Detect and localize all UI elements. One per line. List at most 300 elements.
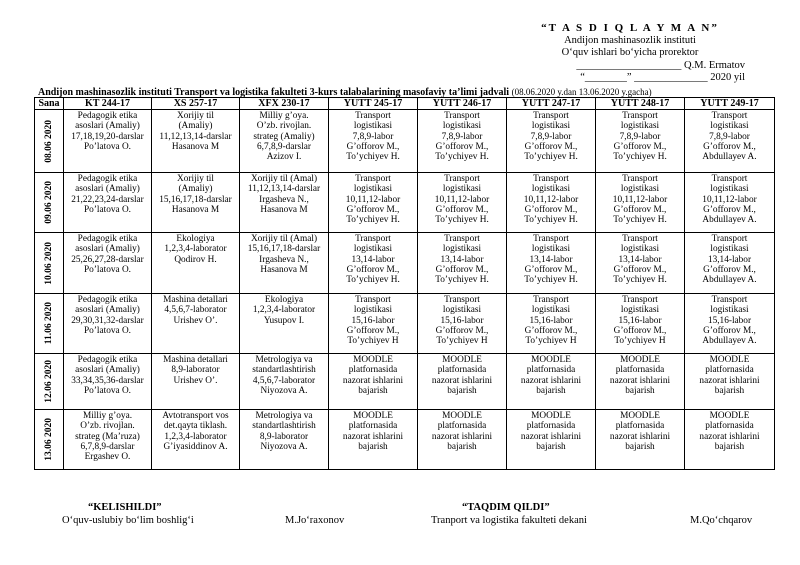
- schedule-cell: [418, 173, 507, 233]
- cell-line: logistikasi: [620, 121, 660, 132]
- cell-line: Urishev O’.: [173, 375, 218, 386]
- schedule-cell: [152, 410, 240, 470]
- cell-line: nazorat ishlarini: [699, 431, 760, 442]
- schedule-cell: [685, 410, 775, 470]
- cell-line: 21,22,23,24-darslar: [71, 194, 144, 205]
- column-header-group: YUTT 246-17: [418, 98, 507, 110]
- cell-line: G’iyasiddinov A.: [163, 441, 228, 452]
- cell-line: Ekologiya: [176, 234, 215, 244]
- cell-line: G’offorov M.,: [703, 325, 756, 336]
- cell-line: strateg (Ma’ruza): [75, 431, 140, 442]
- schedule-cell: [596, 110, 685, 173]
- date-label: 10.06 2020: [44, 241, 54, 285]
- schedule-cell: [152, 233, 240, 294]
- cell-line: logistikasi: [353, 184, 393, 195]
- cell-line: platfornasida: [437, 421, 487, 432]
- presented-heading: “TAQDIM QILDI”: [462, 502, 550, 513]
- cell-line: nazorat ishlarini: [609, 375, 671, 386]
- cell-line: O’zb. rivojlan.: [80, 421, 135, 432]
- cell-line: Urishev O’.: [173, 315, 218, 326]
- cell-line: Mashina detallari: [163, 355, 228, 365]
- cell-line: MOODLE: [620, 355, 660, 365]
- cell-line: bajarish: [358, 441, 388, 452]
- schedule-cell: [418, 410, 507, 470]
- cell-line: Milliy g’oya.: [259, 111, 309, 121]
- schedule-cell: [152, 173, 240, 233]
- cell-line: logistikasi: [442, 305, 482, 316]
- cell-line: Transport: [711, 295, 748, 305]
- schedule-cell: [685, 233, 775, 294]
- schedule-cell: [596, 354, 685, 410]
- table-row: [35, 354, 775, 410]
- date-cell: [35, 294, 64, 354]
- cell-line: G’offorov M.,: [346, 264, 400, 275]
- cell-line: Niyozova A.: [260, 385, 308, 396]
- cell-line: logistikasi: [442, 121, 482, 132]
- cell-line: To’ychiyev H: [347, 336, 399, 347]
- schedule-cell: [685, 173, 775, 233]
- schedule-cell: [152, 354, 240, 410]
- cell-line: Transport: [711, 234, 748, 244]
- schedule-table: [34, 97, 775, 470]
- schedule-cell: [329, 173, 418, 233]
- cell-line: 13,14-labor: [529, 254, 573, 265]
- cell-line: Pedagogik etika: [77, 234, 138, 244]
- cell-line: Metrologiya va: [255, 355, 313, 365]
- cell-line: 8,9-laborator: [259, 431, 309, 442]
- cell-line: 7,8,9-labor: [352, 131, 394, 142]
- cell-line: Transport: [533, 234, 569, 244]
- cell-line: 15,16-labor: [529, 315, 573, 326]
- cell-line: standartlashtirish: [252, 365, 316, 376]
- cell-line: Pedagogik etika: [77, 355, 138, 365]
- cell-line: Transport: [622, 234, 658, 244]
- schedule-cell: [596, 233, 685, 294]
- schedule-cell: [596, 294, 685, 354]
- column-header-group: YUTT 249-17: [685, 98, 775, 110]
- cell-line: 15,16-labor: [618, 315, 662, 326]
- approval-date: “________” ______________ 2020 yil: [580, 72, 745, 83]
- cell-line: G’offorov M.,: [346, 141, 400, 152]
- cell-line: Xorijiy til: [177, 111, 214, 121]
- cell-line: To’ychiyev H.: [613, 152, 667, 163]
- cell-line: 13,14-labor: [618, 254, 662, 265]
- cell-line: platfornasida: [615, 421, 665, 432]
- cell-line: Pedagogik etika: [77, 111, 138, 121]
- cell-line: asoslari (Amaliy): [75, 184, 140, 195]
- cell-line: strateg (Amaliy): [253, 131, 315, 142]
- schedule-cell: [685, 294, 775, 354]
- cell-line: Qodirov H.: [174, 254, 217, 265]
- cell-line: nazorat ishlarini: [342, 431, 404, 442]
- cell-line: 10,11,12-labor: [345, 194, 401, 205]
- cell-line: 1,2,3,4-laborator: [252, 305, 316, 316]
- cell-line: 4,5,6,7-laborator: [164, 305, 227, 316]
- cell-line: asoslari (Amaliy): [75, 244, 140, 255]
- cell-line: G’offorov M.,: [613, 141, 667, 152]
- cell-line: Abdullayev A.: [702, 215, 757, 226]
- cell-line: Abdullayev A.: [702, 275, 757, 286]
- cell-line: 7,8,9-labor: [619, 131, 661, 142]
- column-header-group: YUTT 247-17: [507, 98, 596, 110]
- cell-line: Pedagogik etika: [77, 174, 138, 184]
- approval-position: O‘quv ishlari bo‘yicha prorektor: [561, 47, 699, 58]
- cell-line: G’offorov M.,: [524, 264, 578, 275]
- cell-line: logistikasi: [442, 244, 482, 255]
- presented-name: M.Qo‘chqarov: [690, 515, 753, 526]
- schedule-cell: [418, 354, 507, 410]
- cell-line: G’offorov M.,: [524, 204, 578, 215]
- table-row: [35, 233, 775, 294]
- cell-line: Xorijiy til (Amal): [250, 174, 318, 184]
- column-header-group: XS 257-17: [152, 98, 240, 110]
- cell-line: Transport: [444, 295, 480, 305]
- date-cell: [35, 110, 64, 173]
- cell-line: To’ychiyev H.: [346, 152, 400, 163]
- cell-line: Avtotransport vos: [162, 411, 229, 421]
- cell-line: nazorat ishlarini: [431, 375, 493, 386]
- cell-line: G’offorov M.,: [435, 325, 489, 336]
- cell-line: 7,8,9-labor: [441, 131, 483, 142]
- cell-line: 1,2,3,4-laborator: [164, 431, 227, 442]
- cell-line: logistikasi: [353, 121, 393, 132]
- cell-line: 7,8,9-labor: [530, 131, 572, 142]
- cell-line: asoslari (Amaliy): [75, 305, 140, 316]
- cell-line: 4,5,6,7-laborator: [252, 375, 316, 386]
- cell-line: Xorijiy til (Amal): [250, 234, 318, 244]
- cell-line: Hasanova M: [171, 204, 220, 215]
- cell-line: Milliy g’oya.: [82, 411, 133, 421]
- cell-line: logistikasi: [442, 184, 482, 195]
- cell-line: platfornasida: [348, 365, 398, 376]
- cell-line: MOODLE: [531, 411, 571, 421]
- cell-line: Transport: [533, 111, 569, 121]
- cell-line: To’ychiyev H.: [524, 215, 578, 226]
- date-label: 13.06 2020: [44, 418, 54, 461]
- cell-line: Irgasheva N.,: [259, 194, 309, 205]
- cell-line: 8,9-laborator: [171, 365, 220, 376]
- cell-line: 25,26,27,28-darslar: [71, 254, 144, 265]
- cell-line: bajarish: [714, 385, 745, 396]
- cell-line: 13,14-labor: [707, 254, 752, 265]
- cell-line: logistikasi: [620, 184, 660, 195]
- agreed-heading: “KELISHILDI”: [88, 502, 162, 513]
- cell-line: Transport: [622, 111, 658, 121]
- date-cell: [35, 410, 64, 470]
- schedule-cell: [329, 294, 418, 354]
- cell-line: 13,14-labor: [440, 254, 484, 265]
- cell-line: Metrologiya va: [255, 411, 313, 421]
- cell-line: Yusupov I.: [263, 315, 305, 326]
- column-header-date: Sana: [35, 98, 64, 110]
- cell-line: To’ychiyev H: [614, 336, 666, 347]
- cell-line: G’offorov M.,: [703, 204, 756, 215]
- schedule-cell: [329, 233, 418, 294]
- cell-line: logistikasi: [531, 305, 571, 316]
- cell-line: platfornasida: [437, 365, 487, 376]
- cell-line: logistikasi: [531, 184, 571, 195]
- cell-line: Transport: [622, 295, 658, 305]
- cell-line: 10,11,12-labor: [523, 194, 579, 205]
- date-cell: [35, 233, 64, 294]
- cell-line: Mashina detallari: [163, 295, 228, 305]
- cell-line: Pedagogik etika: [77, 295, 138, 305]
- approval-institute: Andijon mashinasozlik instituti: [564, 34, 696, 46]
- cell-line: Po’latova O.: [84, 325, 131, 336]
- schedule-cell: [240, 233, 329, 294]
- cell-line: logistikasi: [710, 184, 749, 195]
- cell-line: (Amaliy): [178, 121, 213, 132]
- table-row: [35, 110, 775, 173]
- cell-line: bajarish: [625, 385, 655, 396]
- cell-line: To’ychiyev H.: [435, 275, 489, 286]
- schedule-cell: [240, 110, 329, 173]
- schedule-cell: [596, 173, 685, 233]
- cell-line: 15,16-labor: [351, 315, 395, 326]
- schedule-cell: [240, 173, 329, 233]
- cell-line: 6,7,8,9-darslar: [80, 441, 135, 452]
- cell-line: Ekologiya: [264, 295, 304, 305]
- date-label: 09.06 2020: [44, 181, 54, 224]
- cell-line: Transport: [355, 295, 391, 305]
- cell-line: Hasanova M: [260, 264, 308, 275]
- cell-line: G’offorov M.,: [435, 204, 489, 215]
- cell-line: logistikasi: [620, 305, 660, 316]
- schedule-title-dates: (08.06.2020 y.dan 13.06.2020 y.gacha): [511, 87, 652, 97]
- cell-line: To’ychiyev H.: [524, 275, 578, 286]
- cell-line: 29,30,31,32-darslar: [71, 315, 144, 326]
- cell-line: Hasanova M: [171, 141, 220, 152]
- schedule-cell: [329, 410, 418, 470]
- cell-line: G’offorov M.,: [524, 141, 578, 152]
- cell-line: MOODLE: [620, 411, 660, 421]
- schedule-cell: [685, 110, 775, 173]
- schedule-cell: [64, 173, 152, 233]
- cell-line: logistikasi: [710, 244, 749, 255]
- table-row: [35, 173, 775, 233]
- cell-line: Niyozova A.: [260, 441, 308, 452]
- schedule-cell: [329, 354, 418, 410]
- approval-heading: “T A S D I Q L A Y M A N”: [541, 22, 719, 34]
- cell-line: logistikasi: [710, 305, 749, 316]
- table-row: [35, 294, 775, 354]
- schedule-cell: [507, 233, 596, 294]
- presented-role: Tranport va logistika fakulteti dekani: [431, 515, 587, 526]
- schedule-title-main: Andijon mashinasozlik instituti Transport va logistika fakulteti 3-kurs talabalarining masofaviy ta’limi jadvali: [38, 87, 510, 98]
- cell-line: logistikasi: [620, 244, 660, 255]
- cell-line: Abdullayev A.: [702, 152, 757, 163]
- cell-line: Transport: [355, 174, 391, 184]
- date-label: 08.06 2020: [44, 119, 54, 163]
- schedule-cell: [418, 233, 507, 294]
- cell-line: 6,7,8,9-darslar: [257, 141, 311, 152]
- cell-line: bajarish: [714, 441, 745, 452]
- cell-line: MOODLE: [531, 355, 571, 365]
- cell-line: 13,14-labor: [351, 254, 395, 265]
- cell-line: To’ychiyev H.: [346, 275, 400, 286]
- cell-line: nazorat ishlarini: [520, 375, 582, 386]
- cell-line: Po’latova O.: [84, 204, 131, 215]
- cell-line: G’offorov M.,: [346, 325, 400, 336]
- cell-line: nazorat ishlarini: [431, 431, 493, 442]
- schedule-cell: [64, 294, 152, 354]
- cell-line: MOODLE: [353, 355, 393, 365]
- cell-line: bajarish: [447, 441, 477, 452]
- cell-line: Ergashev O.: [84, 452, 131, 463]
- agreed-name: M.Jo‘raxonov: [285, 515, 345, 526]
- table-row: [35, 410, 775, 470]
- cell-line: G’offorov M.,: [703, 141, 756, 152]
- schedule-cell: [64, 233, 152, 294]
- cell-line: To’ychiyev H.: [435, 152, 489, 163]
- schedule-cell: [418, 110, 507, 173]
- cell-line: Transport: [444, 111, 480, 121]
- cell-line: (Amaliy): [178, 184, 213, 195]
- cell-line: Transport: [355, 234, 391, 244]
- cell-line: MOODLE: [709, 355, 750, 365]
- schedule-cell: [596, 410, 685, 470]
- cell-line: 15,16,17,18-darslar: [247, 244, 321, 255]
- schedule-cell: [418, 294, 507, 354]
- column-header-group: XFX 230-17: [240, 98, 329, 110]
- cell-line: bajarish: [625, 441, 655, 452]
- schedule-cell: [685, 354, 775, 410]
- cell-line: logistikasi: [353, 244, 393, 255]
- cell-line: logistikasi: [531, 244, 571, 255]
- cell-line: platfornasida: [526, 421, 576, 432]
- cell-line: G’offorov M.,: [613, 204, 667, 215]
- cell-line: G’offorov M.,: [613, 325, 667, 336]
- schedule-cell: [64, 410, 152, 470]
- approval-block: [515, 22, 745, 85]
- cell-line: 10,11,12-labor: [434, 194, 490, 205]
- cell-line: platfornasida: [705, 421, 754, 432]
- cell-line: bajarish: [358, 385, 388, 396]
- schedule-cell: [64, 354, 152, 410]
- cell-line: 7,8,9-labor: [709, 131, 750, 142]
- cell-line: det.qayta tiklash.: [163, 421, 228, 432]
- cell-line: To’ychiyev H: [525, 336, 577, 347]
- date-label: 12.06 2020: [44, 360, 54, 403]
- cell-line: 10,11,12-labor: [612, 194, 668, 205]
- cell-line: G’offorov M.,: [703, 264, 756, 275]
- approval-signer: ____________________ Q.M. Ermatov: [576, 59, 745, 71]
- date-cell: [35, 354, 64, 410]
- cell-line: Transport: [711, 111, 748, 121]
- cell-line: G’offorov M.,: [524, 325, 578, 336]
- cell-line: 11,12,13,14-darslar: [159, 131, 232, 142]
- cell-line: nazorat ishlarini: [520, 431, 582, 442]
- cell-line: 1,2,3,4-laborator: [164, 244, 227, 255]
- schedule-cell: [152, 110, 240, 173]
- cell-line: To’ychiyev H.: [524, 152, 578, 163]
- cell-line: Abdullayev A.: [702, 336, 757, 347]
- cell-line: nazorat ishlarini: [342, 375, 404, 386]
- cell-line: G’offorov M.,: [346, 204, 400, 215]
- cell-line: To’ychiyev H.: [613, 215, 667, 226]
- cell-line: Po’latova O.: [84, 141, 131, 152]
- schedule-cell: [507, 173, 596, 233]
- cell-line: Transport: [533, 295, 569, 305]
- cell-line: 11,12,13,14-darslar: [247, 184, 321, 195]
- cell-line: asoslari (Amaliy): [75, 365, 140, 376]
- column-header-group: YUTT 248-17: [596, 98, 685, 110]
- cell-line: platfornasida: [615, 365, 665, 376]
- cell-line: 15,16,17,18-darslar: [159, 194, 232, 205]
- schedule-cell: [507, 354, 596, 410]
- cell-line: Po’latova O.: [84, 264, 131, 275]
- schedule-cell: [507, 110, 596, 173]
- cell-line: 33,34,35,36-darslar: [71, 375, 144, 386]
- cell-line: Transport: [533, 174, 569, 184]
- cell-line: MOODLE: [442, 355, 482, 365]
- cell-line: 15,16-labor: [440, 315, 484, 326]
- cell-line: To’ychiyev H.: [346, 215, 400, 226]
- schedule-cell: [329, 110, 418, 173]
- cell-line: To’ychiyev H.: [613, 275, 667, 286]
- column-header-group: YUTT 245-17: [329, 98, 418, 110]
- cell-line: bajarish: [536, 385, 566, 396]
- cell-line: Transport: [355, 111, 391, 121]
- cell-line: Transport: [444, 174, 480, 184]
- cell-line: Transport: [622, 174, 658, 184]
- cell-line: Xorijiy til: [177, 174, 214, 184]
- schedule-cell: [240, 294, 329, 354]
- cell-line: asoslari (Amaliy): [75, 121, 140, 132]
- table-header-row: [35, 98, 775, 110]
- cell-line: logistikasi: [710, 121, 749, 132]
- date-cell: [35, 173, 64, 233]
- cell-line: platfornasida: [348, 421, 398, 432]
- cell-line: nazorat ishlarini: [699, 375, 760, 386]
- schedule-cell: [152, 294, 240, 354]
- date-label: 11.06 2020: [44, 302, 54, 345]
- cell-line: bajarish: [447, 385, 477, 396]
- cell-line: MOODLE: [709, 411, 750, 421]
- cell-line: 17,18,19,20-darslar: [71, 131, 144, 142]
- cell-line: To’ychiyev H: [436, 336, 488, 347]
- cell-line: 15,16-labor: [707, 315, 752, 326]
- schedule-cell: [240, 354, 329, 410]
- cell-line: To’ychiyev H.: [435, 215, 489, 226]
- cell-line: Azizov I.: [266, 152, 302, 163]
- cell-line: G’offorov M.,: [435, 141, 489, 152]
- cell-line: G’offorov M.,: [435, 264, 489, 275]
- cell-line: Po’latova O.: [84, 385, 131, 396]
- cell-line: logistikasi: [353, 305, 393, 316]
- cell-line: O’zb. rivojlan.: [256, 121, 312, 132]
- cell-line: MOODLE: [442, 411, 482, 421]
- cell-line: platfornasida: [526, 365, 576, 376]
- cell-line: platfornasida: [705, 365, 754, 376]
- column-header-group: KT 244-17: [64, 98, 152, 110]
- cell-line: MOODLE: [353, 411, 393, 421]
- cell-line: Transport: [711, 174, 748, 184]
- cell-line: 10,11,12-labor: [702, 194, 757, 205]
- table-body: [35, 110, 775, 470]
- cell-line: bajarish: [536, 441, 566, 452]
- schedule-cell: [64, 110, 152, 173]
- schedule-cell: [240, 410, 329, 470]
- cell-line: Irgasheva N.,: [259, 254, 309, 265]
- schedule-cell: [507, 294, 596, 354]
- cell-line: logistikasi: [531, 121, 571, 132]
- cell-line: Hasanova M: [260, 204, 308, 215]
- cell-line: G’offorov M.,: [613, 264, 667, 275]
- cell-line: nazorat ishlarini: [609, 431, 671, 442]
- agreed-role: O‘quv-uslubiy bo‘lim boshlig‘i: [62, 515, 194, 526]
- cell-line: Transport: [444, 234, 480, 244]
